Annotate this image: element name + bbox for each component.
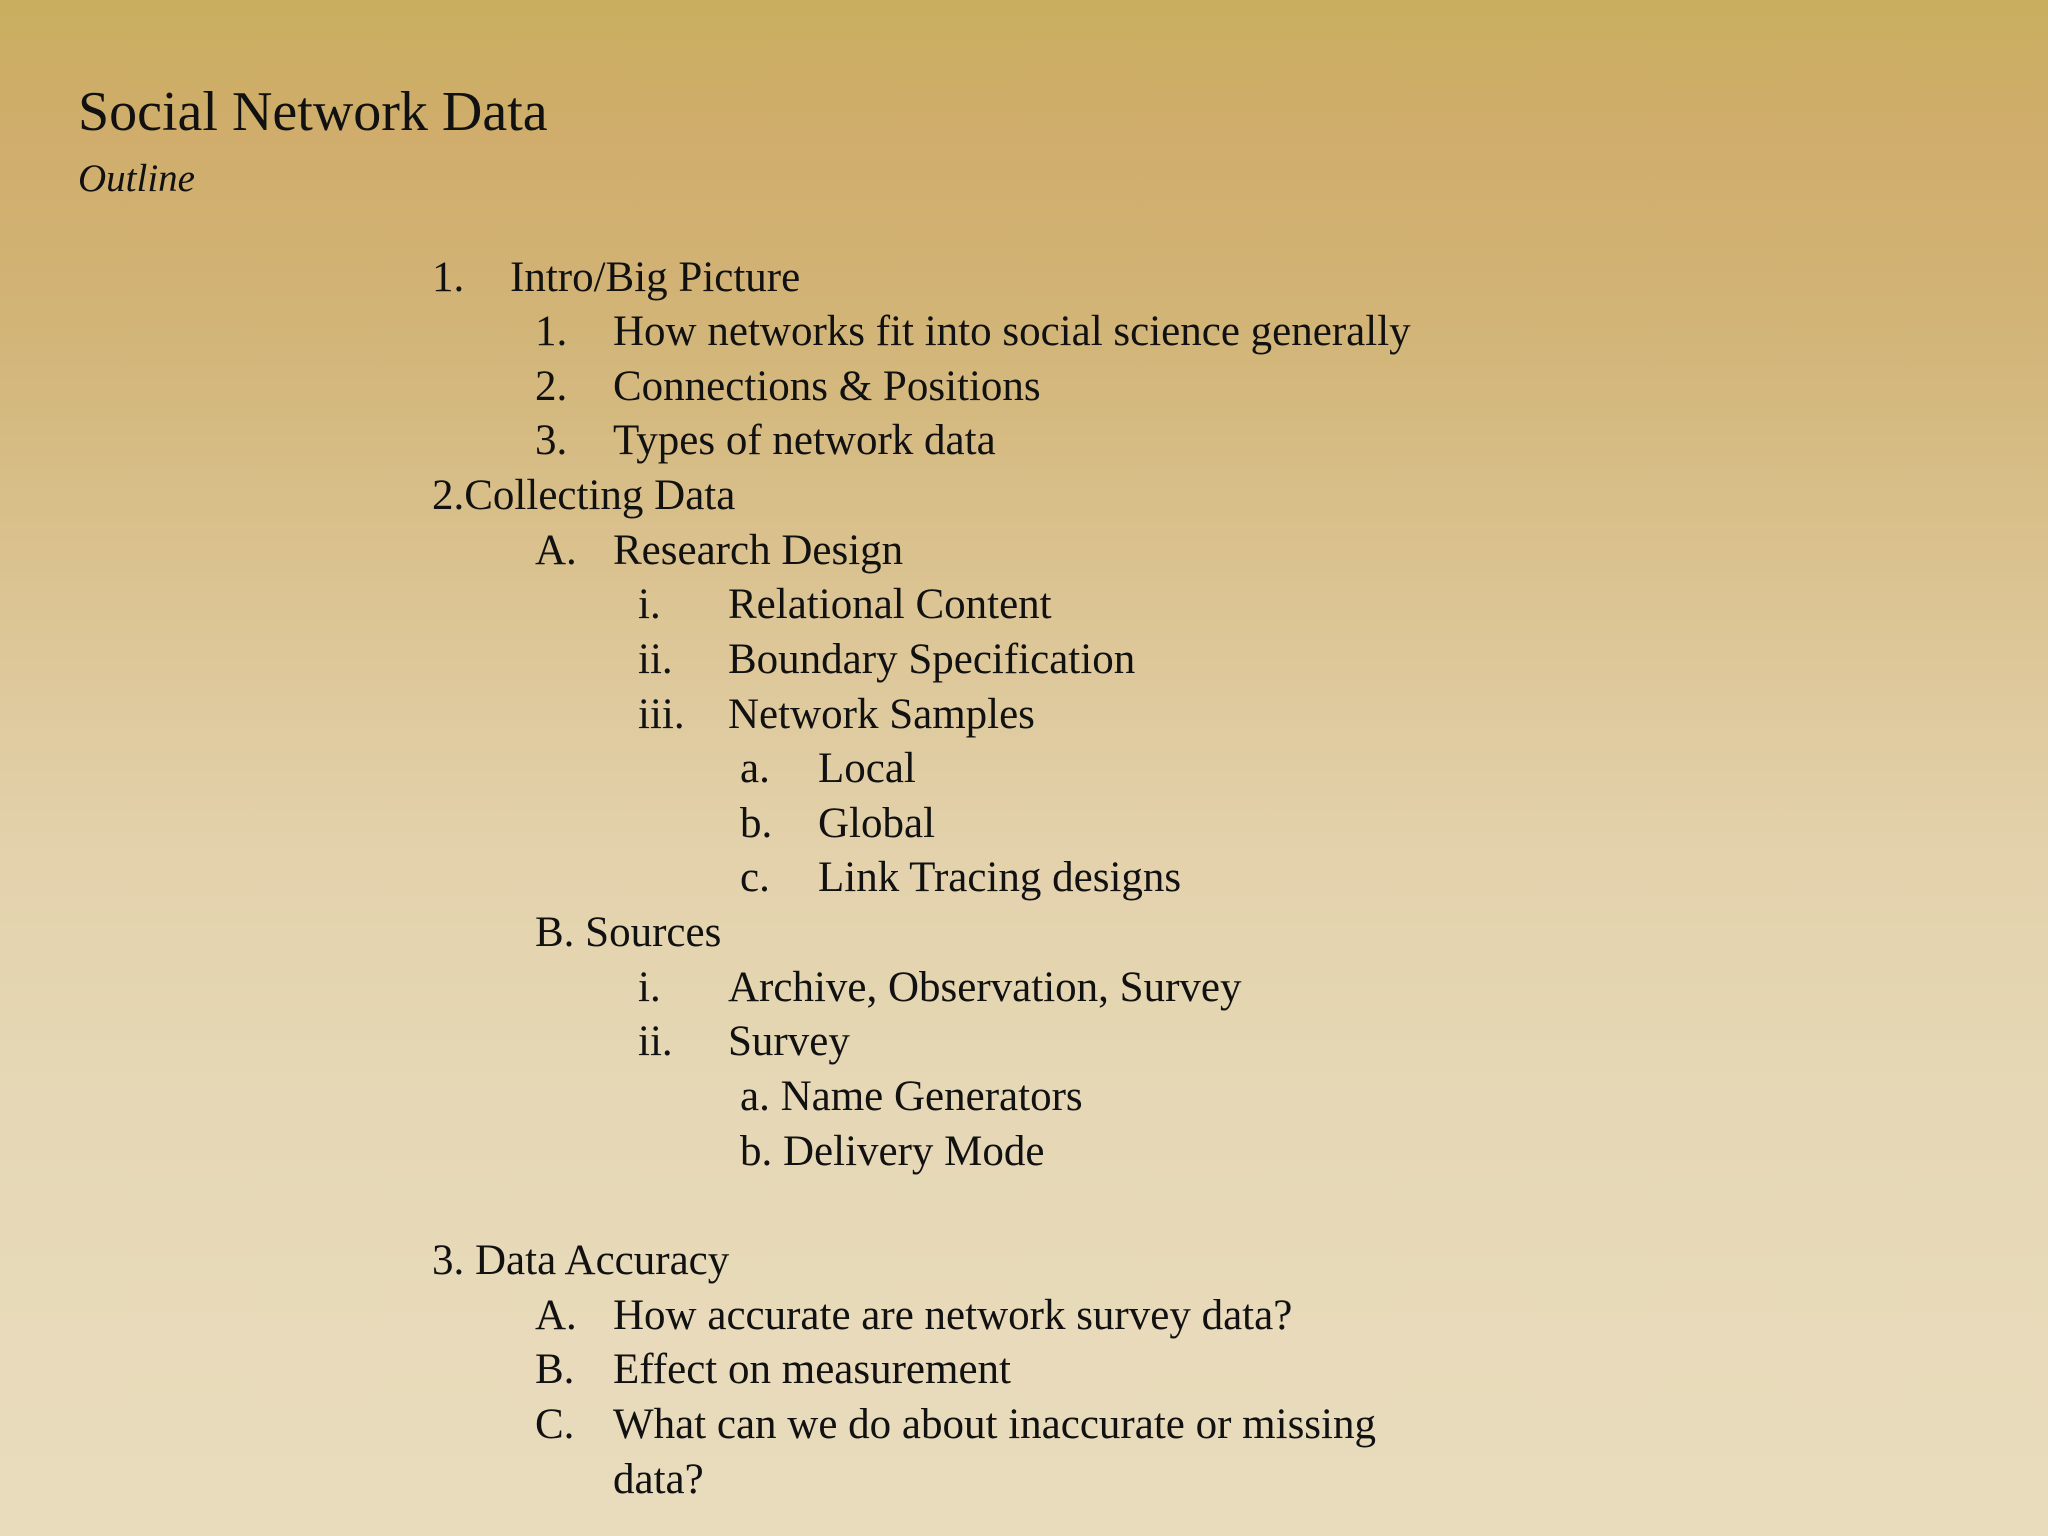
outline-text: Archive, Observation, Survey [728, 964, 1242, 1011]
outline-text: Network Samples [728, 691, 1035, 738]
outline-marker: C. [535, 1401, 575, 1448]
outline-text: 3. Data Accuracy [432, 1237, 730, 1284]
outline-text: How networks fit into social science generally [613, 308, 1411, 355]
outline-marker: 1. [432, 254, 465, 301]
outline-text: Types of network data [613, 417, 996, 464]
outline-marker: B. [535, 1346, 575, 1393]
outline-text: Link Tracing designs [818, 854, 1182, 901]
slide-subtitle: Outline [78, 157, 195, 200]
outline-text: Survey [728, 1018, 850, 1065]
outline-text: b. Delivery Mode [740, 1128, 1045, 1175]
outline-marker: iii. [638, 691, 685, 738]
outline-marker: i. [638, 581, 661, 628]
outline-marker: 2. [535, 363, 568, 410]
outline-text: What can we do about inaccurate or missing [613, 1401, 1376, 1448]
outline-text: Connections & Positions [613, 363, 1041, 410]
outline-text: Intro/Big Picture [510, 254, 801, 301]
outline-text: B. Sources [535, 909, 722, 956]
outline-text: Effect on measurement [613, 1346, 1011, 1393]
outline-marker: b. [740, 800, 773, 847]
outline-text: Research Design [613, 527, 904, 574]
outline-marker: A. [535, 527, 577, 574]
outline-marker: ii. [638, 636, 673, 683]
outline-marker: 3. [535, 417, 568, 464]
outline-marker: a. [740, 745, 770, 792]
outline-text: Global [818, 800, 936, 847]
outline-text: Boundary Specification [728, 636, 1136, 683]
outline-text: 2.Collecting Data [432, 472, 736, 519]
outline-marker: i. [638, 964, 661, 1011]
outline-text: How accurate are network survey data? [613, 1292, 1293, 1339]
outline-text: Local [818, 745, 916, 792]
outline-marker: A. [535, 1292, 577, 1339]
outline-text: Relational Content [728, 581, 1052, 628]
outline-marker: 1. [535, 308, 568, 355]
outline-text: a. Name Generators [740, 1073, 1083, 1120]
outline-marker: c. [740, 854, 770, 901]
slide-title: Social Network Data [78, 81, 548, 143]
outline-marker: ii. [638, 1018, 673, 1065]
outline-text: data? [613, 1456, 704, 1503]
